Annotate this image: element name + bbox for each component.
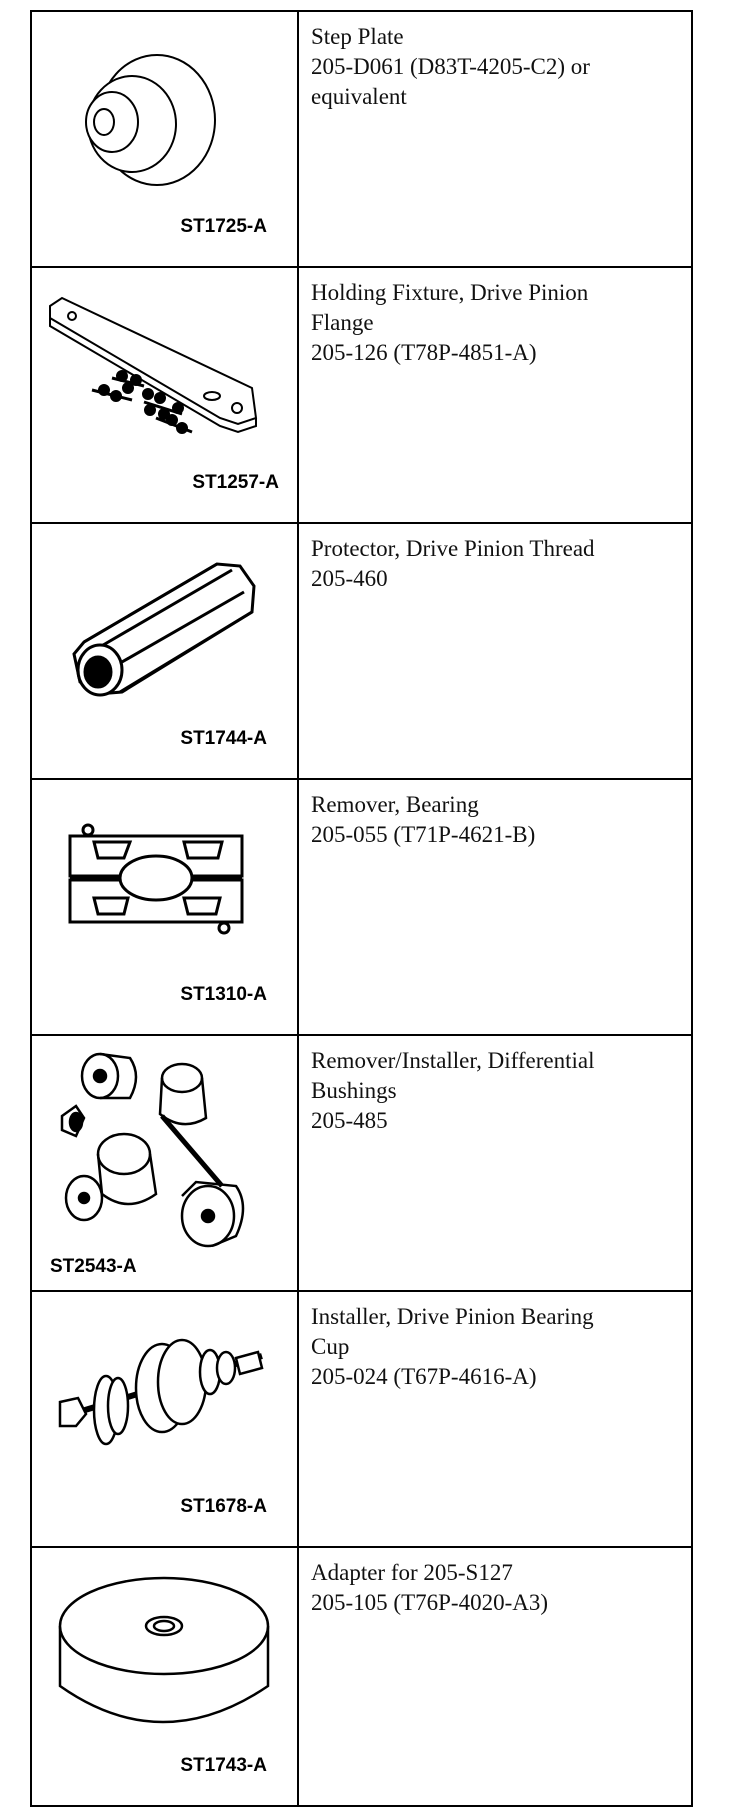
table-row	[31, 1291, 692, 1547]
tool-illustration-cell	[31, 1035, 298, 1291]
tool-description-cell	[298, 1035, 692, 1291]
tool-name: Protector, Drive Pinion Thread	[311, 536, 595, 561]
tool-number: 205-024 (T67P-4616-A)	[311, 1364, 537, 1389]
bushing-kit-icon	[32, 1036, 297, 1292]
tool-name: Adapter for 205-S127	[311, 1560, 513, 1585]
tool-name: Installer, Drive Pinion Bearing	[311, 1304, 594, 1329]
tool-number: 205-126 (T78P-4851-A)	[311, 340, 537, 365]
tool-name: Remover/Installer, Differential	[311, 1048, 595, 1073]
tool-code: ST1678-A	[180, 1496, 267, 1517]
tool-description-cell	[298, 1547, 692, 1806]
tool-name: Flange	[311, 310, 374, 335]
tool-number: 205-460	[311, 566, 388, 591]
tool-illustration-cell	[31, 779, 298, 1035]
special-tools-table	[30, 10, 693, 1807]
tool-number: equivalent	[311, 84, 407, 109]
tool-code: ST1257-A	[192, 472, 279, 493]
table-row	[31, 11, 692, 267]
tool-name: Remover, Bearing	[311, 792, 479, 817]
table-row	[31, 1547, 692, 1806]
tool-illustration-cell	[31, 523, 298, 779]
tool-code: ST1743-A	[180, 1755, 267, 1776]
tool-description-cell	[298, 523, 692, 779]
tool-code: ST1725-A	[180, 216, 267, 237]
tool-illustration-cell	[31, 11, 298, 267]
tool-illustration-cell	[31, 1547, 298, 1806]
tool-number: 205-485	[311, 1108, 388, 1133]
tool-name: Bushings	[311, 1078, 397, 1103]
tool-code: ST1744-A	[180, 728, 267, 749]
tool-description-cell	[298, 267, 692, 523]
tool-number: 205-D061 (D83T-4205-C2) or	[311, 54, 590, 79]
tool-description-cell	[298, 11, 692, 267]
tool-name: Cup	[311, 1334, 350, 1359]
table-row	[31, 779, 692, 1035]
tool-name: Holding Fixture, Drive Pinion	[311, 280, 589, 305]
table-row	[31, 267, 692, 523]
tool-illustration-cell	[31, 267, 298, 523]
table-row	[31, 1035, 692, 1291]
tool-number: 205-105 (T76P-4020-A3)	[311, 1590, 548, 1615]
tool-name: Step Plate	[311, 24, 404, 49]
tool-code: ST2543-A	[50, 1256, 137, 1277]
tool-description-cell	[298, 779, 692, 1035]
tool-description-cell	[298, 1291, 692, 1547]
tool-illustration-cell	[31, 1291, 298, 1547]
table-row	[31, 523, 692, 779]
tool-number: 205-055 (T71P-4621-B)	[311, 822, 536, 847]
tool-code: ST1310-A	[180, 984, 267, 1005]
